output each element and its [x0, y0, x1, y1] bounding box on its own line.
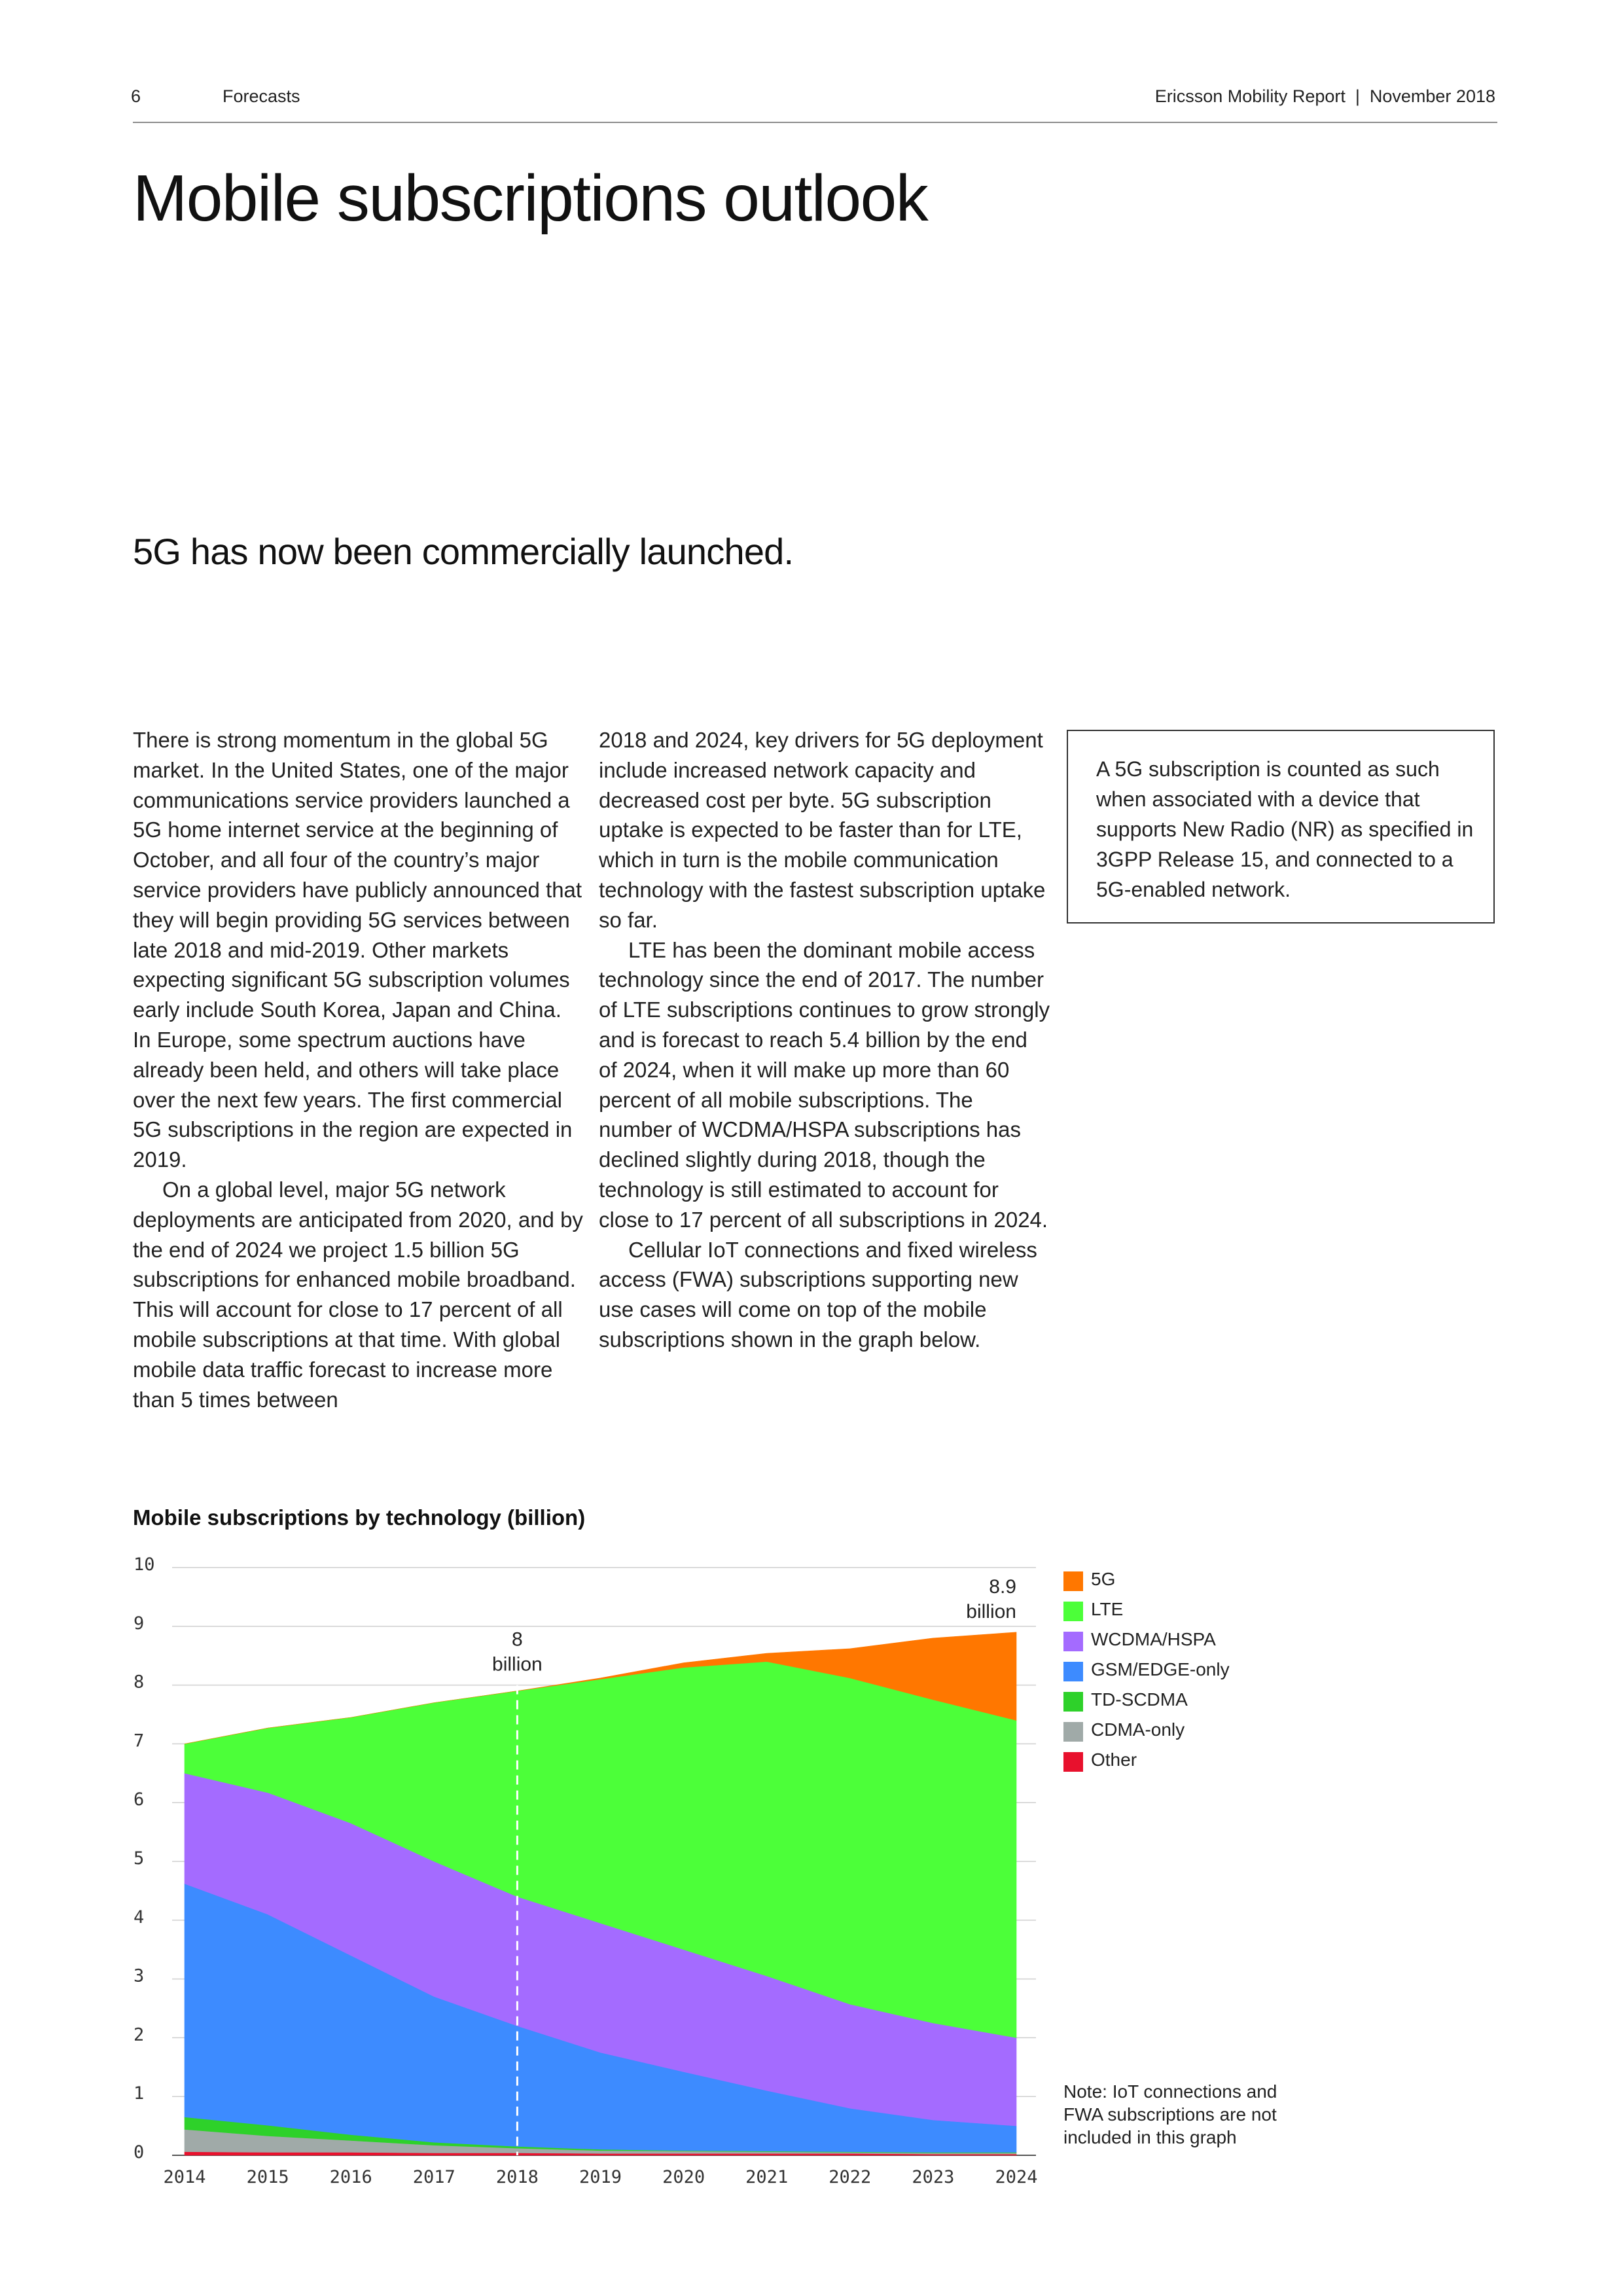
annotation-unit: billion — [492, 1653, 543, 1676]
y-tick-label: 1 — [134, 2083, 145, 2104]
page-subtitle: 5G has now been commercially launched. — [133, 531, 794, 572]
y-tick-label: 3 — [134, 1965, 145, 1986]
page-title: Mobile subscriptions outlook — [133, 162, 928, 235]
chart-title: Mobile subscriptions by technology (billion) — [133, 1505, 586, 1530]
legend-label: CDMA-only — [1091, 1719, 1185, 1740]
y-tick-label: 10 — [134, 1554, 155, 1575]
legend-label: TD-SCDMA — [1091, 1689, 1188, 1710]
x-tick-label: 2023 — [912, 2167, 955, 2187]
y-tick-label: 5 — [134, 1848, 145, 1869]
legend-swatch — [1063, 1571, 1083, 1591]
header-divider — [133, 122, 1497, 123]
y-tick-label: 6 — [134, 1789, 145, 1810]
x-tick-label: 2017 — [412, 2167, 455, 2187]
paragraph: 2018 and 2024, key drivers for 5G deployment include increased network capacity and decreased cost per byte. 5G subscription uptake is expected to be faster than for LTE, which in turn is the mobile communication technology with the fastest subscription uptake so far. — [599, 728, 1046, 932]
x-tick-label: 2022 — [829, 2167, 872, 2187]
paragraph: There is strong momentum in the global 5G market. In the United States, one of the major communications service providers launched a 5G home internet service at the beginning of October, and all four of the country’s major service providers have publicly announced that they will begin providing 5G services between late 2018 and mid-2019. Other markets expecting significant 5G subscription volumes early include South Korea, Japan and China. In Europe, some spectrum auctions have already been held, and others will take place over the next few years. The first commercial 5G subscriptions in the region are expected in 2019. — [133, 728, 582, 1172]
legend-swatch — [1063, 1722, 1083, 1742]
paragraph: LTE has been the dominant mobile access technology since the end of 2017. The number of LTE subscriptions continues to grow strongly and is forecast to reach 5.4 billion by the end of 2024, when it will make up more than 60 percent of all mobile subscriptions. The number of WCDMA/HSPA subscriptions has declined slightly during 2018, though the technology is still estimated to account for close to 17 percent of all subscriptions in 2024. — [599, 937, 1050, 1232]
x-tick-label: 2016 — [329, 2167, 372, 2187]
legend-swatch — [1063, 1752, 1083, 1772]
legend-swatch — [1063, 1602, 1083, 1621]
legend-label: LTE — [1091, 1599, 1124, 1619]
chart-footnote: Note: IoT connections and FWA subscriptions are not included in this graph — [1063, 2081, 1277, 2147]
y-tick-label: 2 — [134, 2024, 145, 2045]
x-tick-label: 2018 — [495, 2167, 539, 2187]
page-number: 6 — [131, 86, 141, 106]
body-column-2 — [599, 725, 1050, 1355]
callout-text: A 5G subscription is counted as such when associated with a device that supports New Radio (NR) as specified in 3GPP Release 15, and connected to a 5G-enabled network. — [1096, 757, 1474, 901]
paragraph: On a global level, major 5G network deployments are anticipated from 2020, and by the end of 2024 we project 1.5 billion 5G subscriptions for enhanced mobile broadband. This will account for close to 17 percent of all mobile subscriptions at that time. With global mobile data traffic forecast to increase more than 5 times between — [133, 1177, 583, 1412]
report-title: Ericsson Mobility Report | November 2018 — [1154, 86, 1495, 106]
x-tick-label: 2015 — [246, 2167, 289, 2187]
x-tick-label: 2020 — [662, 2167, 705, 2187]
x-tick-label: 2021 — [745, 2167, 789, 2187]
annotation-unit: billion — [966, 1600, 1016, 1623]
legend-swatch — [1063, 1692, 1083, 1712]
legend-label: 5G — [1091, 1569, 1116, 1589]
legend-swatch — [1063, 1632, 1083, 1651]
legend-swatch — [1063, 1662, 1083, 1681]
y-tick-label: 7 — [134, 1731, 145, 1751]
y-tick-label: 0 — [134, 2142, 145, 2162]
y-tick-label: 4 — [134, 1907, 145, 1928]
x-tick-label: 2014 — [163, 2167, 206, 2187]
x-tick-label: 2024 — [995, 2167, 1038, 2187]
y-tick-label: 9 — [134, 1613, 145, 1634]
annotation-value: 8.9 — [989, 1575, 1016, 1598]
paragraph: Cellular IoT connections and fixed wireless access (FWA) subscriptions supporting new use cases will come on top of the mobile subscriptions shown in the graph below. — [599, 1237, 1037, 1352]
x-tick-label: 2019 — [579, 2167, 622, 2187]
annotation-value: 8 — [512, 1628, 523, 1651]
body-column-1 — [133, 725, 584, 1414]
legend-label: WCDMA/HSPA — [1091, 1629, 1216, 1649]
section-label: Forecasts — [223, 86, 300, 106]
y-tick-label: 8 — [134, 1672, 145, 1693]
legend-label: GSM/EDGE-only — [1091, 1659, 1230, 1679]
subscriptions-area-chart — [118, 1548, 1047, 2196]
legend-label: Other — [1091, 1749, 1137, 1770]
